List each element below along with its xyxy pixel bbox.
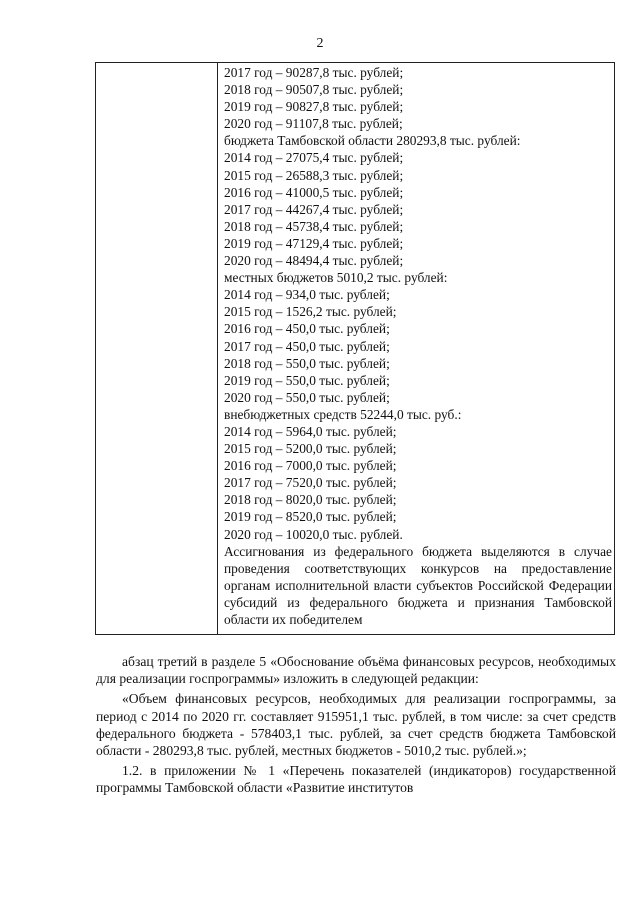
funding-line: 2020 год – 550,0 тыс. рублей; — [224, 389, 390, 405]
funding-line: 2017 год – 450,0 тыс. рублей; — [224, 338, 390, 354]
page-number: 2 — [316, 36, 324, 51]
funding-line: 2019 год – 8520,0 тыс. рублей; — [224, 509, 397, 525]
funding-line: 2014 год – 27075,4 тыс. рублей; — [224, 150, 404, 166]
funding-line: 2018 год – 550,0 тыс. рублей; — [224, 355, 390, 371]
body-paragraph: абзац третий в разделе 5 «Обоснование объёма финансовых ресурсов, необходимых для реализации госпрограммы» изложить в следующей редакции: — [96, 654, 616, 687]
funding-heading-extrabudgetary: внебюджетных средств 52244,0 тыс. руб.: — [224, 406, 462, 422]
federal-allocation-note: Ассигнования из федерального бюджета выделяются в случае проведения соответствующих конкурсов на предоставление органам исполнительной власти субъектов Российской Федерации субсидий из федерального бюджета и признания Тамбовской области их победителем — [224, 543, 612, 627]
funding-heading-regional: бюджета Тамбовской области 280293,8 тыс. рублей: — [224, 133, 521, 149]
funding-line: 2014 год – 934,0 тыс. рублей; — [224, 287, 390, 303]
column-divider — [217, 63, 218, 634]
funding-line: 2018 год – 90507,8 тыс. рублей; — [224, 82, 404, 98]
funding-line: 2015 год – 26588,3 тыс. рублей; — [224, 167, 404, 183]
funding-line: 2014 год – 5964,0 тыс. рублей; — [224, 423, 397, 439]
funding-line: 2018 год – 45738,4 тыс. рублей; — [224, 218, 404, 234]
body-paragraph: «Объем финансовых ресурсов, необходимых для реализации госпрограммы, за период с 2014 по 2020 гг. составляет 915951,1 тыс. рублей, в том числе: за счет средств федерального бюджета - 578403,1 тыс. рублей, за счет средств бюджета Тамбовской области - 280293,8 тыс. рублей, местных бюджетов - 5010,2 тыс. рублей.»; — [96, 691, 616, 759]
funding-line: 2017 год – 90287,8 тыс. рублей; — [224, 65, 404, 80]
funding-line: 2019 год – 550,0 тыс. рублей; — [224, 372, 390, 388]
funding-cell — [224, 64, 612, 628]
funding-line: 2015 год – 1526,2 тыс. рублей; — [224, 304, 397, 320]
funding-line: 2015 год – 5200,0 тыс. рублей; — [224, 441, 397, 457]
funding-line: 2020 год – 91107,8 тыс. рублей; — [224, 116, 403, 132]
funding-line: 2016 год – 41000,5 тыс. рублей; — [224, 184, 404, 200]
funding-line: 2018 год – 8020,0 тыс. рублей; — [224, 492, 397, 508]
funding-line: 2019 год – 47129,4 тыс. рублей; — [224, 235, 404, 251]
funding-line: 2019 год – 90827,8 тыс. рублей; — [224, 99, 404, 115]
funding-line: 2016 год – 7000,0 тыс. рублей; — [224, 458, 397, 474]
funding-line: 2020 год – 48494,4 тыс. рублей; — [224, 253, 404, 269]
funding-line: 2016 год – 450,0 тыс. рублей; — [224, 321, 390, 337]
funding-line: 2017 год – 7520,0 тыс. рублей; — [224, 475, 397, 491]
body-paragraph: 1.2. в приложении № 1 «Перечень показателей (индикаторов) государственной программы Тамбовской области «Развитие институтов — [96, 763, 616, 796]
document-body — [96, 653, 616, 797]
funding-line: 2020 год – 10020,0 тыс. рублей. — [224, 526, 403, 542]
program-table — [95, 62, 615, 635]
funding-heading-local: местных бюджетов 5010,2 тыс. рублей: — [224, 270, 448, 286]
funding-line: 2017 год – 44267,4 тыс. рублей; — [224, 201, 404, 217]
